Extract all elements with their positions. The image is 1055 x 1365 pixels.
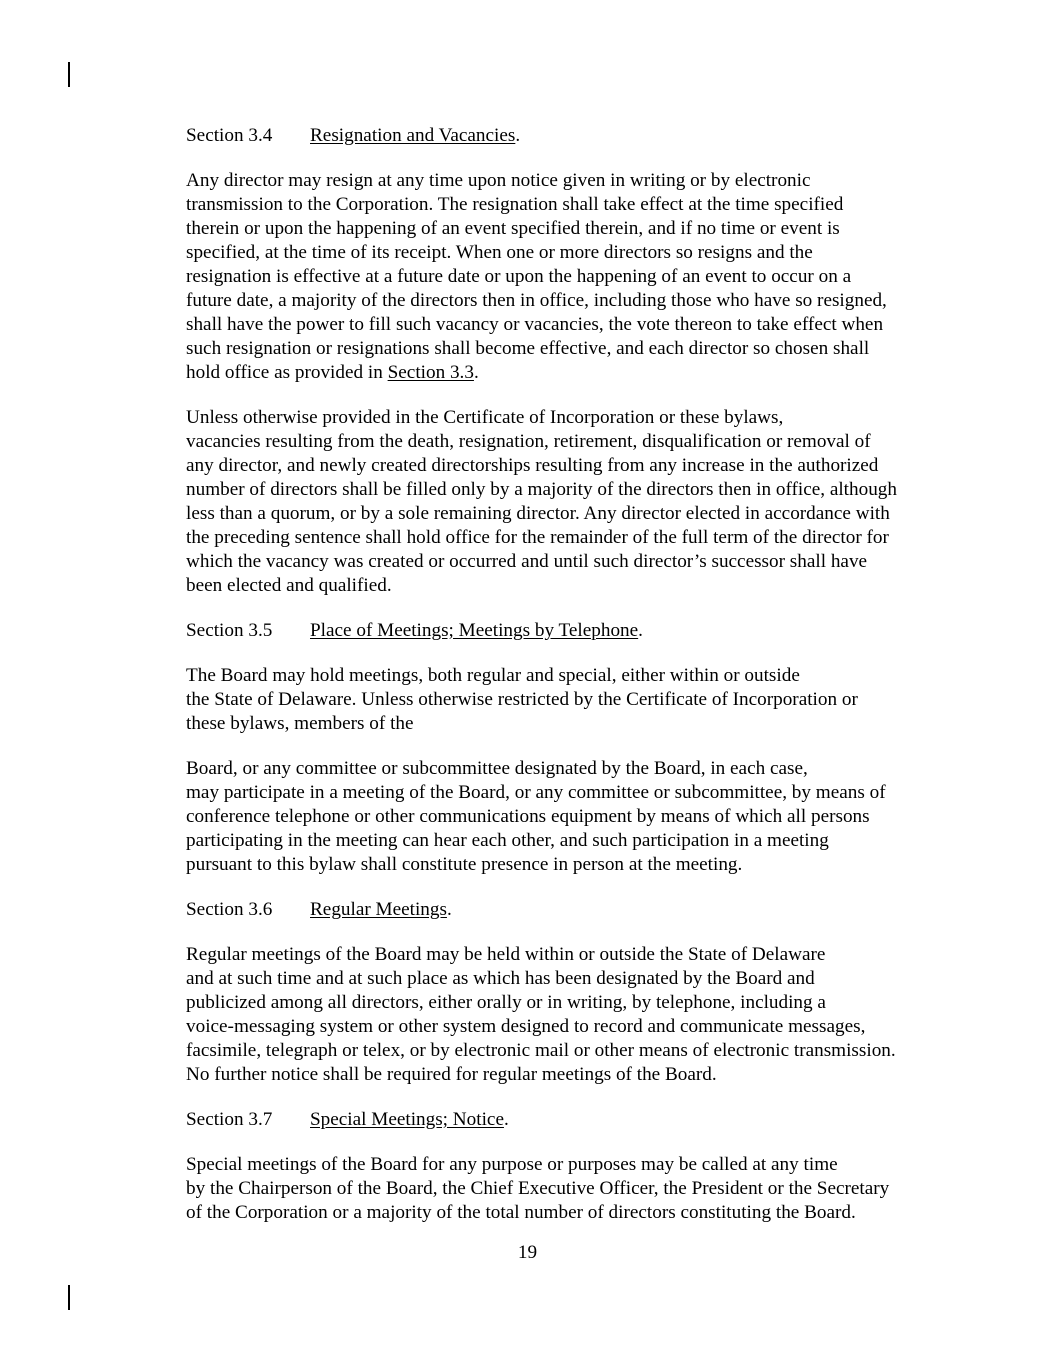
section-heading-3-7: Section 3.7 Special Meetings; Notice. bbox=[186, 1109, 509, 1130]
paragraph-special-1 bbox=[124, 1153, 934, 1225]
text-line: voice-messaging system or other system designed to record and communicate messages, bbox=[186, 1016, 866, 1037]
text-line: conference telephone or other communications equipment by means of which all persons bbox=[186, 806, 870, 827]
section-title: Resignation and Vacancies bbox=[310, 125, 516, 146]
text-line: The Board may hold meetings, both regular and special, either within or outside bbox=[186, 665, 800, 686]
text-line: future date, a majority of the directors then in office, including those who have so resigned, bbox=[186, 290, 887, 311]
section-number: Section 3.7 bbox=[186, 1109, 273, 1130]
text-line: number of directors shall be filled only by a majority of the directors then in office, although bbox=[186, 479, 897, 500]
change-bar-bottom bbox=[68, 1285, 70, 1310]
text-line: facsimile, telegraph or telex, or by electronic mail or other means of electronic transmission. bbox=[186, 1040, 896, 1061]
change-bar-top bbox=[68, 62, 70, 87]
text-line: hold office as provided in Section 3.3. bbox=[186, 362, 479, 383]
section-number: Section 3.6 bbox=[186, 899, 273, 920]
text-line: may participate in a meeting of the Board, or any committee or subcommittee, by means of bbox=[186, 782, 886, 803]
section-heading-3-5: Section 3.5 Place of Meetings; Meetings by Telephone. bbox=[186, 620, 643, 641]
text-line: Unless otherwise provided in the Certificate of Incorporation or these bylaws, bbox=[186, 407, 784, 428]
text-line: shall have the power to fill such vacancy or vacancies, the vote thereon to take effect when bbox=[186, 314, 884, 335]
section-title: Special Meetings; Notice bbox=[310, 1109, 504, 1130]
text-line: which the vacancy was created or occurred and until such director’s successor shall have bbox=[186, 551, 868, 572]
text-line: pursuant to this bylaw shall constitute presence in person at the meeting. bbox=[186, 854, 743, 875]
section-title: Place of Meetings; Meetings by Telephone bbox=[310, 620, 639, 641]
text-line: Any director may resign at any time upon notice given in writing or by electronic bbox=[186, 170, 811, 191]
section-heading-3-6: Section 3.6 Regular Meetings. bbox=[186, 899, 452, 920]
text-line: vacancies resulting from the death, resignation, retirement, disqualification or removal of bbox=[186, 431, 871, 452]
page-content bbox=[124, 124, 934, 1246]
text-line: specified, at the time of its receipt. When one or more directors so resigns and the bbox=[186, 242, 813, 263]
section-number: Section 3.5 bbox=[186, 620, 273, 641]
section-heading-3-4: Section 3.4 Resignation and Vacancies. bbox=[186, 125, 521, 146]
paragraph-resignation-2 bbox=[124, 406, 934, 598]
paragraph-place-2 bbox=[124, 757, 934, 877]
section-number: Section 3.4 bbox=[186, 125, 273, 146]
text-line: of the Corporation or a majority of the total number of directors constituting the Board. bbox=[186, 1202, 856, 1223]
text-line: Board, or any committee or subcommittee designated by the Board, in each case, bbox=[186, 758, 808, 779]
paragraph-regular-1 bbox=[124, 943, 934, 1087]
text-line: and at such time and at such place as which has been designated by the Board and bbox=[186, 968, 815, 989]
text-line: the State of Delaware. Unless otherwise restricted by the Certificate of Incorporation or bbox=[186, 689, 858, 710]
text-line: by the Chairperson of the Board, the Chief Executive Officer, the President or the Secretary bbox=[186, 1178, 890, 1199]
page-number: 19 bbox=[517, 1242, 538, 1263]
cross-reference-link[interactable]: Section 3.3 bbox=[387, 362, 474, 383]
text-line: less than a quorum, or by a sole remaining director. Any director elected in accordance with bbox=[186, 503, 890, 524]
text-line: Regular meetings of the Board may be held within or outside the State of Delaware bbox=[186, 944, 826, 965]
text-line: the preceding sentence shall hold office for the remainder of the full term of the director for bbox=[186, 527, 889, 548]
text-line: been elected and qualified. bbox=[186, 575, 392, 596]
text-line: Special meetings of the Board for any purpose or purposes may be called at any time bbox=[186, 1154, 838, 1175]
text-line: these bylaws, members of the bbox=[186, 713, 414, 734]
paragraph-resignation-1 bbox=[124, 169, 934, 385]
section-title: Regular Meetings bbox=[310, 899, 447, 920]
text-line: any director, and newly created directorships resulting from any increase in the authorized bbox=[186, 455, 879, 476]
text-line: transmission to the Corporation. The resignation shall take effect at the time specified bbox=[186, 194, 844, 215]
text-line: resignation is effective at a future date or upon the happening of an event to occur on a bbox=[186, 266, 852, 287]
text-line: No further notice shall be required for regular meetings of the Board. bbox=[186, 1064, 717, 1085]
paragraph-place-1 bbox=[124, 664, 934, 736]
text-line: such resignation or resignations shall become effective, and each director so chosen shall bbox=[186, 338, 870, 359]
text-line: participating in the meeting can hear each other, and such participation in a meeting bbox=[186, 830, 829, 851]
text-line: therein or upon the happening of an event specified therein, and if no time or event is bbox=[186, 218, 840, 239]
text-line: publicized among all directors, either orally or in writing, by telephone, including a bbox=[186, 992, 826, 1013]
